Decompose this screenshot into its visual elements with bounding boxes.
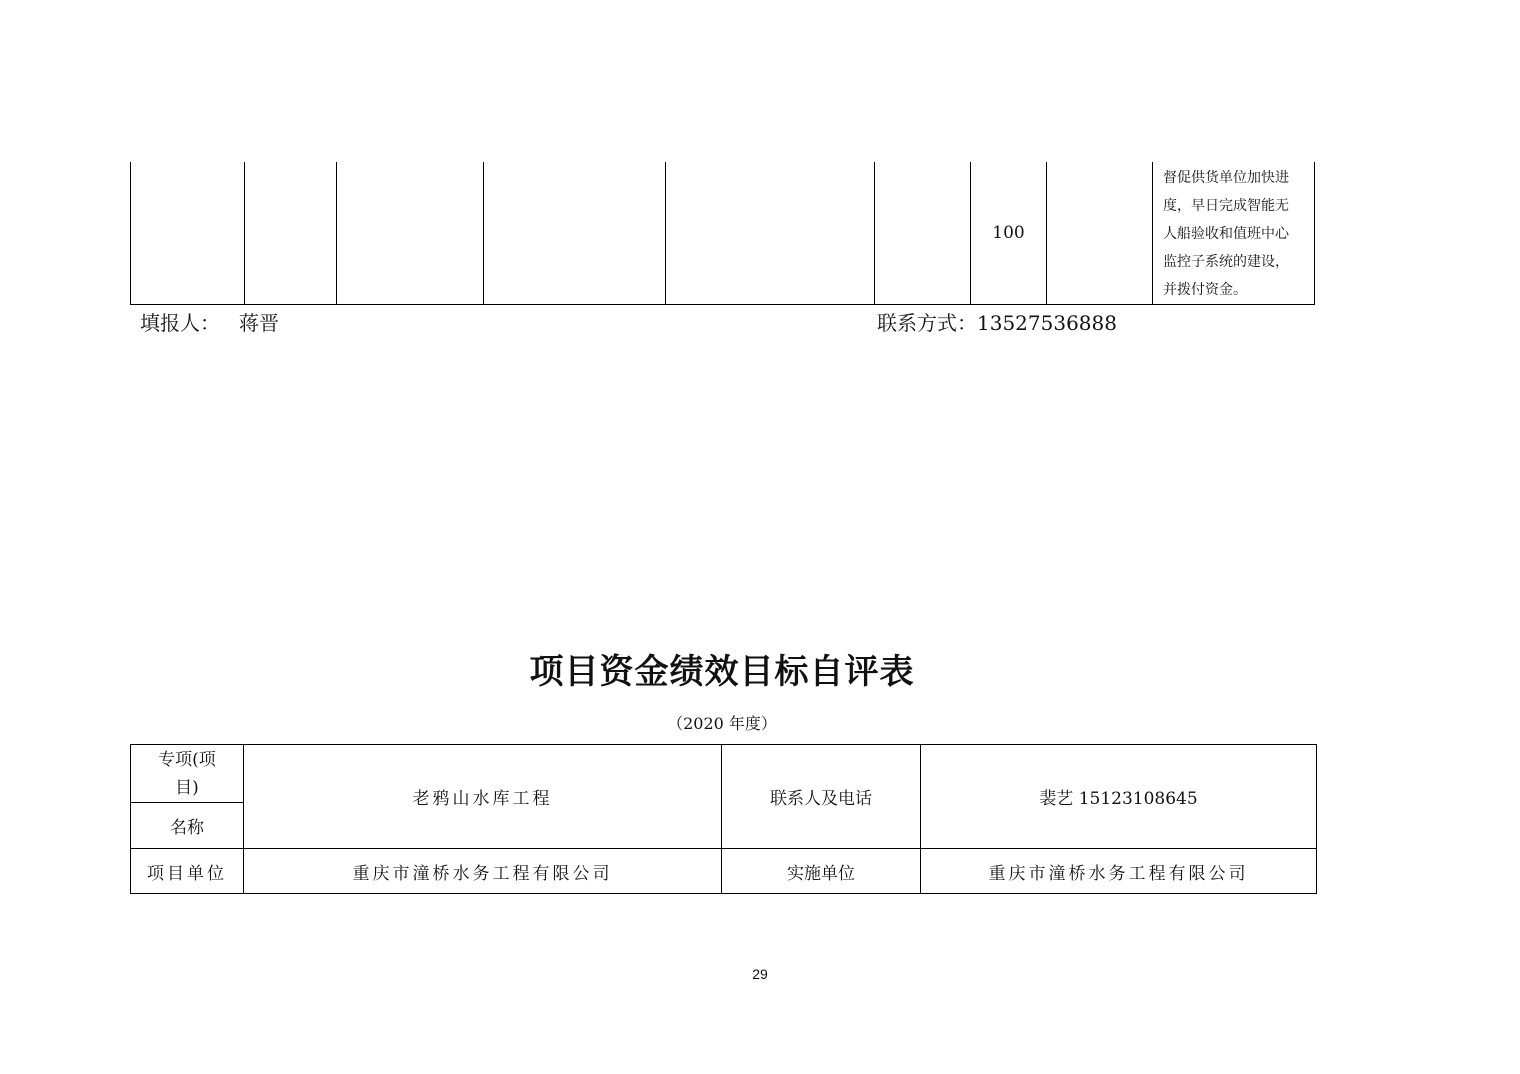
project-unit-value: 重庆市潼桥水务工程有限公司: [244, 849, 722, 894]
remark-line: 人船验收和值班中心: [1163, 226, 1289, 242]
table-cell: [337, 162, 484, 305]
project-name-value: 老鸦山水库工程: [244, 745, 722, 849]
page-title: 项目资金绩效目标自评表: [529, 652, 915, 692]
remark-line: 并拨付资金。: [1163, 282, 1247, 298]
filler-label: 填报人：: [140, 311, 220, 335]
remark-line: 度，早日完成智能无: [1163, 198, 1289, 214]
table-row: [131, 162, 1315, 305]
implementing-unit-value: 重庆市潼桥水务工程有限公司: [921, 849, 1317, 894]
table-row: [131, 849, 1317, 894]
table-cell: [484, 162, 666, 305]
table-row: [131, 745, 1317, 803]
contact-person-label: 联系人及电话: [722, 745, 921, 849]
label-line: 专项(项: [158, 749, 216, 770]
filler-name: 蒋晋: [239, 311, 279, 335]
table-cell: [245, 162, 337, 305]
table-cell: [666, 162, 875, 305]
remark-cell: [1153, 162, 1315, 305]
contact-info: 联系方式：13527536888: [877, 311, 1117, 335]
continued-table: [130, 162, 1315, 305]
implementing-unit-label: 实施单位: [722, 849, 921, 894]
project-name-label-top: [131, 745, 244, 803]
score-cell: 100: [971, 162, 1047, 305]
label-line: 目): [175, 777, 199, 798]
remark-line: 督促供货单位加快进: [1163, 170, 1289, 186]
table-cell: [131, 162, 245, 305]
project-unit-label: 项目单位: [131, 849, 244, 894]
table-cell: [1047, 162, 1153, 305]
project-name-label-bottom: 名称: [131, 803, 244, 849]
page-number: 29: [752, 966, 768, 982]
table-cell: [875, 162, 971, 305]
year-subtitle: （2020 年度）: [667, 714, 777, 733]
contact-person-value: 裴艺 15123108645: [921, 745, 1317, 849]
remark-line: 监控子系统的建设，: [1163, 254, 1289, 270]
project-info-table: [130, 744, 1317, 894]
